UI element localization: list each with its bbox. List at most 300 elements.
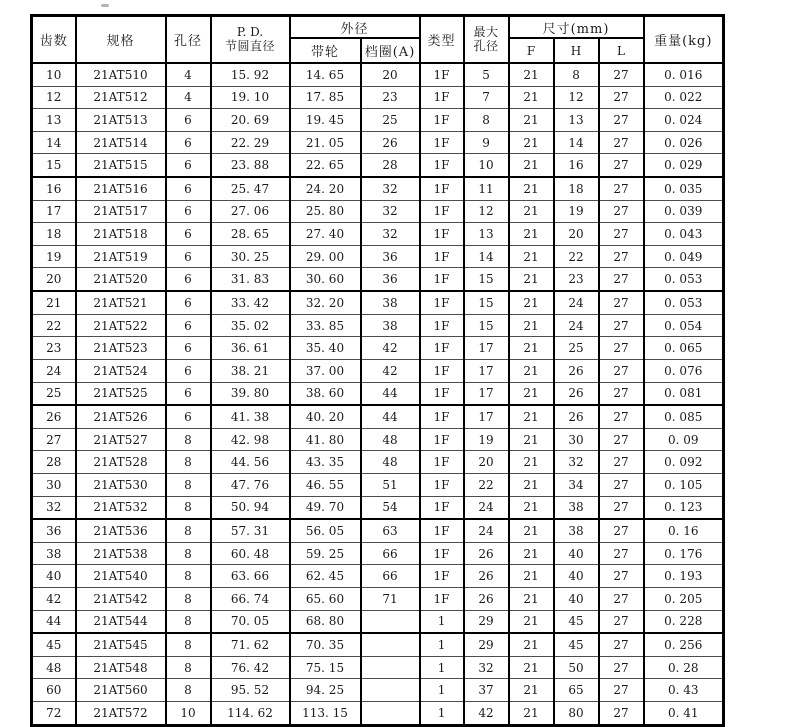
cell-pitch-diameter: 22. 29 [211, 131, 290, 154]
col-header-dim-h: H [554, 38, 599, 63]
table-row [32, 473, 724, 496]
cell-od-pulley: 70. 35 [290, 633, 361, 656]
table-row [32, 131, 724, 154]
cell-weight: 0. 022 [644, 86, 724, 109]
cell-dim-h: 26 [554, 359, 599, 382]
cell-pitch-diameter: 25. 47 [211, 177, 290, 200]
cell-spec: 21AT548 [76, 656, 166, 679]
cell-dim-h: 23 [554, 268, 599, 291]
cell-bore: 10 [166, 702, 211, 726]
cell-weight: 0. 026 [644, 131, 724, 154]
cell-max-bore: 42 [464, 702, 509, 726]
cell-weight: 0. 035 [644, 177, 724, 200]
cell-bore: 8 [166, 473, 211, 496]
cell-weight: 0. 092 [644, 451, 724, 474]
cell-type: 1F [420, 109, 464, 132]
cell-bore: 8 [166, 542, 211, 565]
cell-dim-h: 65 [554, 679, 599, 702]
cell-pitch-diameter: 44. 56 [211, 451, 290, 474]
cell-bore: 8 [166, 519, 211, 542]
cell-max-bore: 37 [464, 679, 509, 702]
cell-dim-l: 27 [599, 200, 644, 223]
cell-od-pulley: 22. 65 [290, 154, 361, 177]
cell-dim-l: 27 [599, 131, 644, 154]
cell-max-bore: 13 [464, 223, 509, 246]
cell-type: 1F [420, 291, 464, 314]
table-row [32, 223, 724, 246]
cell-max-bore: 17 [464, 337, 509, 360]
cell-pitch-diameter: 36. 61 [211, 337, 290, 360]
cell-pitch-diameter: 57. 31 [211, 519, 290, 542]
cell-spec: 21AT519 [76, 245, 166, 268]
cell-weight: 0. 016 [644, 63, 724, 86]
col-header-max-bore [464, 16, 509, 64]
cell-type: 1 [420, 610, 464, 633]
cell-bore: 6 [166, 382, 211, 405]
cell-type: 1F [420, 177, 464, 200]
cell-bore: 8 [166, 588, 211, 611]
cell-od-pulley: 113. 15 [290, 702, 361, 726]
col-header-dim-l: L [599, 38, 644, 63]
cell-type: 1F [420, 154, 464, 177]
cell-teeth: 21 [32, 291, 76, 314]
cell-bore: 6 [166, 268, 211, 291]
cell-teeth: 16 [32, 177, 76, 200]
cell-weight: 0. 053 [644, 291, 724, 314]
cell-max-bore: 12 [464, 200, 509, 223]
cell-dim-f: 21 [509, 496, 554, 519]
cell-dim-l: 27 [599, 359, 644, 382]
cell-od-pulley: 68. 80 [290, 610, 361, 633]
cell-od-flange: 44 [361, 405, 420, 428]
cell-dim-f: 21 [509, 702, 554, 726]
cell-type: 1F [420, 359, 464, 382]
table-row [32, 177, 724, 200]
cell-dim-f: 21 [509, 428, 554, 451]
cell-type: 1F [420, 382, 464, 405]
col-group-outer-diameter: 外径 [290, 16, 420, 39]
cell-dim-l: 27 [599, 109, 644, 132]
cell-teeth: 32 [32, 496, 76, 519]
cell-max-bore: 9 [464, 131, 509, 154]
cell-od-pulley: 24. 20 [290, 177, 361, 200]
cell-od-pulley: 29. 00 [290, 245, 361, 268]
cell-od-pulley: 19. 45 [290, 109, 361, 132]
cell-teeth: 27 [32, 428, 76, 451]
cell-teeth: 18 [32, 223, 76, 246]
table-row [32, 109, 724, 132]
cell-teeth: 25 [32, 382, 76, 405]
cell-dim-l: 27 [599, 588, 644, 611]
cell-spec: 21AT528 [76, 451, 166, 474]
cell-dim-h: 26 [554, 405, 599, 428]
cell-pitch-diameter: 27. 06 [211, 200, 290, 223]
cell-type: 1F [420, 86, 464, 109]
table-row [32, 428, 724, 451]
cell-spec: 21AT510 [76, 63, 166, 86]
cell-od-pulley: 35. 40 [290, 337, 361, 360]
max-bore-line1: 最大 [473, 24, 499, 39]
cell-type: 1F [420, 314, 464, 337]
cell-dim-l: 27 [599, 542, 644, 565]
cell-bore: 6 [166, 131, 211, 154]
cell-teeth: 38 [32, 542, 76, 565]
cell-pitch-diameter: 35. 02 [211, 314, 290, 337]
cell-od-pulley: 65. 60 [290, 588, 361, 611]
cell-type: 1F [420, 405, 464, 428]
table-row [32, 519, 724, 542]
cell-type: 1 [420, 679, 464, 702]
cell-od-pulley: 75. 15 [290, 656, 361, 679]
cell-dim-f: 21 [509, 451, 554, 474]
cell-spec: 21AT526 [76, 405, 166, 428]
cell-teeth: 13 [32, 109, 76, 132]
cell-bore: 6 [166, 337, 211, 360]
cell-teeth: 26 [32, 405, 76, 428]
cell-type: 1F [420, 200, 464, 223]
cell-dim-h: 22 [554, 245, 599, 268]
cell-teeth: 30 [32, 473, 76, 496]
cell-od-pulley: 30. 60 [290, 268, 361, 291]
col-header-teeth: 齿数 [32, 16, 76, 64]
pd-chinese: 节圆直径 [224, 38, 275, 53]
cell-pitch-diameter: 63. 66 [211, 565, 290, 588]
cell-bore: 6 [166, 291, 211, 314]
cell-od-pulley: 56. 05 [290, 519, 361, 542]
table-row [32, 405, 724, 428]
cell-spec: 21AT530 [76, 473, 166, 496]
cell-teeth: 10 [32, 63, 76, 86]
cell-dim-f: 21 [509, 223, 554, 246]
cell-weight: 0. 193 [644, 565, 724, 588]
cell-od-flange: 38 [361, 314, 420, 337]
table-row [32, 610, 724, 633]
cell-dim-f: 21 [509, 565, 554, 588]
cell-max-bore: 26 [464, 565, 509, 588]
cell-od-flange: 42 [361, 359, 420, 382]
cell-dim-h: 24 [554, 291, 599, 314]
cell-dim-h: 26 [554, 382, 599, 405]
cell-weight: 0. 105 [644, 473, 724, 496]
cell-pitch-diameter: 39. 80 [211, 382, 290, 405]
cell-dim-l: 27 [599, 268, 644, 291]
cell-spec: 21AT512 [76, 86, 166, 109]
table-row [32, 291, 724, 314]
cell-od-flange [361, 656, 420, 679]
cell-spec: 21AT516 [76, 177, 166, 200]
cell-pitch-diameter: 42. 98 [211, 428, 290, 451]
cell-od-flange: 66 [361, 542, 420, 565]
cell-teeth: 20 [32, 268, 76, 291]
max-bore-line2: 孔径 [473, 38, 499, 53]
cell-weight: 0. 085 [644, 405, 724, 428]
cell-od-flange: 20 [361, 63, 420, 86]
cell-spec: 21AT521 [76, 291, 166, 314]
cell-dim-f: 21 [509, 291, 554, 314]
table-row [32, 496, 724, 519]
cell-dim-h: 40 [554, 588, 599, 611]
cell-pitch-diameter: 95. 52 [211, 679, 290, 702]
cell-od-flange: 26 [361, 131, 420, 154]
cell-od-pulley: 49. 70 [290, 496, 361, 519]
cell-weight: 0. 029 [644, 154, 724, 177]
cell-pitch-diameter: 76. 42 [211, 656, 290, 679]
cell-type: 1F [420, 519, 464, 542]
cell-pitch-diameter: 60. 48 [211, 542, 290, 565]
cell-type: 1 [420, 656, 464, 679]
cell-spec: 21AT527 [76, 428, 166, 451]
cell-pitch-diameter: 31. 83 [211, 268, 290, 291]
cell-dim-f: 21 [509, 337, 554, 360]
cell-weight: 0. 024 [644, 109, 724, 132]
cell-dim-h: 8 [554, 63, 599, 86]
cell-teeth: 40 [32, 565, 76, 588]
cell-od-pulley: 21. 05 [290, 131, 361, 154]
cell-type: 1F [420, 451, 464, 474]
cell-od-pulley: 41. 80 [290, 428, 361, 451]
cell-type: 1F [420, 496, 464, 519]
cell-dim-h: 80 [554, 702, 599, 726]
cell-weight: 0. 081 [644, 382, 724, 405]
cell-dim-h: 45 [554, 610, 599, 633]
cell-teeth: 44 [32, 610, 76, 633]
cell-teeth: 72 [32, 702, 76, 726]
table-row [32, 268, 724, 291]
cell-od-flange [361, 702, 420, 726]
cell-dim-l: 27 [599, 519, 644, 542]
cell-weight: 0. 039 [644, 200, 724, 223]
cell-bore: 8 [166, 656, 211, 679]
cell-max-bore: 15 [464, 268, 509, 291]
col-header-pitch-diameter [211, 16, 290, 64]
cell-dim-f: 21 [509, 131, 554, 154]
cell-od-flange: 48 [361, 428, 420, 451]
cell-spec: 21AT542 [76, 588, 166, 611]
cell-dim-f: 21 [509, 359, 554, 382]
table-row [32, 63, 724, 86]
cell-teeth: 28 [32, 451, 76, 474]
table-row [32, 359, 724, 382]
cell-bore: 8 [166, 565, 211, 588]
cell-bore: 6 [166, 359, 211, 382]
cell-spec: 21AT513 [76, 109, 166, 132]
cell-max-bore: 17 [464, 382, 509, 405]
cell-od-flange: 32 [361, 177, 420, 200]
cell-dim-l: 27 [599, 633, 644, 656]
cell-type: 1F [420, 63, 464, 86]
cell-weight: 0. 053 [644, 268, 724, 291]
cell-dim-h: 34 [554, 473, 599, 496]
cell-od-flange: 51 [361, 473, 420, 496]
cell-spec: 21AT560 [76, 679, 166, 702]
cell-dim-l: 27 [599, 473, 644, 496]
cell-dim-l: 27 [599, 565, 644, 588]
cell-spec: 21AT525 [76, 382, 166, 405]
cell-bore: 6 [166, 223, 211, 246]
cell-od-pulley: 14. 65 [290, 63, 361, 86]
cell-max-bore: 15 [464, 314, 509, 337]
cell-dim-l: 27 [599, 428, 644, 451]
cell-bore: 8 [166, 451, 211, 474]
table-row [32, 565, 724, 588]
table-row [32, 314, 724, 337]
cell-type: 1F [420, 565, 464, 588]
cell-weight: 0. 176 [644, 542, 724, 565]
cell-spec: 21AT538 [76, 542, 166, 565]
cell-pitch-diameter: 71. 62 [211, 633, 290, 656]
cell-teeth: 42 [32, 588, 76, 611]
cell-type: 1F [420, 542, 464, 565]
cell-pitch-diameter: 70. 05 [211, 610, 290, 633]
table-row [32, 154, 724, 177]
cell-bore: 6 [166, 154, 211, 177]
cell-type: 1F [420, 131, 464, 154]
cell-teeth: 24 [32, 359, 76, 382]
cell-max-bore: 26 [464, 588, 509, 611]
cell-max-bore: 14 [464, 245, 509, 268]
cell-od-flange: 38 [361, 291, 420, 314]
cell-od-pulley: 32. 20 [290, 291, 361, 314]
cell-dim-h: 14 [554, 131, 599, 154]
cell-od-flange: 32 [361, 200, 420, 223]
cell-dim-f: 21 [509, 86, 554, 109]
cell-weight: 0. 09 [644, 428, 724, 451]
cell-bore: 8 [166, 679, 211, 702]
cell-bore: 4 [166, 63, 211, 86]
cell-dim-l: 27 [599, 245, 644, 268]
cell-od-flange: 32 [361, 223, 420, 246]
cell-dim-f: 21 [509, 268, 554, 291]
cell-max-bore: 7 [464, 86, 509, 109]
cell-dim-h: 38 [554, 519, 599, 542]
cell-od-pulley: 46. 55 [290, 473, 361, 496]
cell-od-flange [361, 679, 420, 702]
col-header-type: 类型 [420, 16, 464, 64]
cell-weight: 0. 123 [644, 496, 724, 519]
cell-type: 1F [420, 268, 464, 291]
cell-pitch-diameter: 50. 94 [211, 496, 290, 519]
pd-abbrev: P. D. [236, 24, 264, 39]
table-row [32, 382, 724, 405]
cell-pitch-diameter: 15. 92 [211, 63, 290, 86]
table-body [32, 63, 724, 725]
cell-pitch-diameter: 47. 76 [211, 473, 290, 496]
cell-od-pulley: 17. 85 [290, 86, 361, 109]
cell-spec: 21AT545 [76, 633, 166, 656]
cell-type: 1F [420, 245, 464, 268]
cell-weight: 0. 43 [644, 679, 724, 702]
cell-dim-f: 21 [509, 154, 554, 177]
cell-dim-h: 25 [554, 337, 599, 360]
cell-dim-l: 27 [599, 154, 644, 177]
table-row [32, 200, 724, 223]
cell-dim-h: 40 [554, 565, 599, 588]
table-row [32, 451, 724, 474]
cell-dim-l: 27 [599, 702, 644, 726]
cell-od-flange: 23 [361, 86, 420, 109]
cell-dim-h: 30 [554, 428, 599, 451]
cell-pitch-diameter: 114. 62 [211, 702, 290, 726]
cell-dim-f: 21 [509, 656, 554, 679]
col-header-bore: 孔径 [166, 16, 211, 64]
cell-weight: 0. 256 [644, 633, 724, 656]
table-row [32, 679, 724, 702]
cell-bore: 8 [166, 496, 211, 519]
cell-type: 1F [420, 223, 464, 246]
cell-bore: 6 [166, 200, 211, 223]
cell-teeth: 23 [32, 337, 76, 360]
cell-max-bore: 32 [464, 656, 509, 679]
cell-dim-l: 27 [599, 610, 644, 633]
cell-pitch-diameter: 66. 74 [211, 588, 290, 611]
cell-bore: 4 [166, 86, 211, 109]
cell-dim-f: 21 [509, 610, 554, 633]
cell-pitch-diameter: 33. 42 [211, 291, 290, 314]
scan-artifact [101, 4, 109, 7]
cell-dim-h: 40 [554, 542, 599, 565]
cell-type: 1 [420, 702, 464, 726]
cell-bore: 6 [166, 314, 211, 337]
cell-dim-l: 27 [599, 679, 644, 702]
cell-dim-h: 20 [554, 223, 599, 246]
cell-od-flange [361, 633, 420, 656]
cell-dim-f: 21 [509, 588, 554, 611]
cell-weight: 0. 076 [644, 359, 724, 382]
cell-dim-l: 27 [599, 291, 644, 314]
cell-spec: 21AT515 [76, 154, 166, 177]
cell-dim-f: 21 [509, 519, 554, 542]
cell-pitch-diameter: 20. 69 [211, 109, 290, 132]
col-header-weight: 重量(kg) [644, 16, 724, 64]
cell-dim-f: 21 [509, 63, 554, 86]
cell-bore: 8 [166, 428, 211, 451]
col-header-dim-f: F [509, 38, 554, 63]
cell-dim-h: 16 [554, 154, 599, 177]
cell-od-flange: 71 [361, 588, 420, 611]
cell-dim-h: 24 [554, 314, 599, 337]
cell-od-pulley: 37. 00 [290, 359, 361, 382]
cell-weight: 0. 16 [644, 519, 724, 542]
cell-teeth: 12 [32, 86, 76, 109]
cell-spec: 21AT524 [76, 359, 166, 382]
cell-dim-l: 27 [599, 314, 644, 337]
table-row [32, 588, 724, 611]
cell-pitch-diameter: 38. 21 [211, 359, 290, 382]
cell-dim-f: 21 [509, 109, 554, 132]
cell-bore: 8 [166, 610, 211, 633]
cell-pitch-diameter: 19. 10 [211, 86, 290, 109]
cell-dim-f: 21 [509, 177, 554, 200]
cell-od-pulley: 94. 25 [290, 679, 361, 702]
cell-od-pulley: 59. 25 [290, 542, 361, 565]
cell-spec: 21AT520 [76, 268, 166, 291]
cell-pitch-diameter: 41. 38 [211, 405, 290, 428]
table-row [32, 542, 724, 565]
cell-od-pulley: 43. 35 [290, 451, 361, 474]
cell-dim-h: 38 [554, 496, 599, 519]
cell-type: 1F [420, 473, 464, 496]
cell-dim-h: 45 [554, 633, 599, 656]
cell-max-bore: 8 [464, 109, 509, 132]
cell-max-bore: 5 [464, 63, 509, 86]
cell-max-bore: 19 [464, 428, 509, 451]
cell-bore: 6 [166, 109, 211, 132]
table-row [32, 245, 724, 268]
cell-spec: 21AT536 [76, 519, 166, 542]
cell-weight: 0. 41 [644, 702, 724, 726]
cell-od-pulley: 40. 20 [290, 405, 361, 428]
cell-weight: 0. 228 [644, 610, 724, 633]
